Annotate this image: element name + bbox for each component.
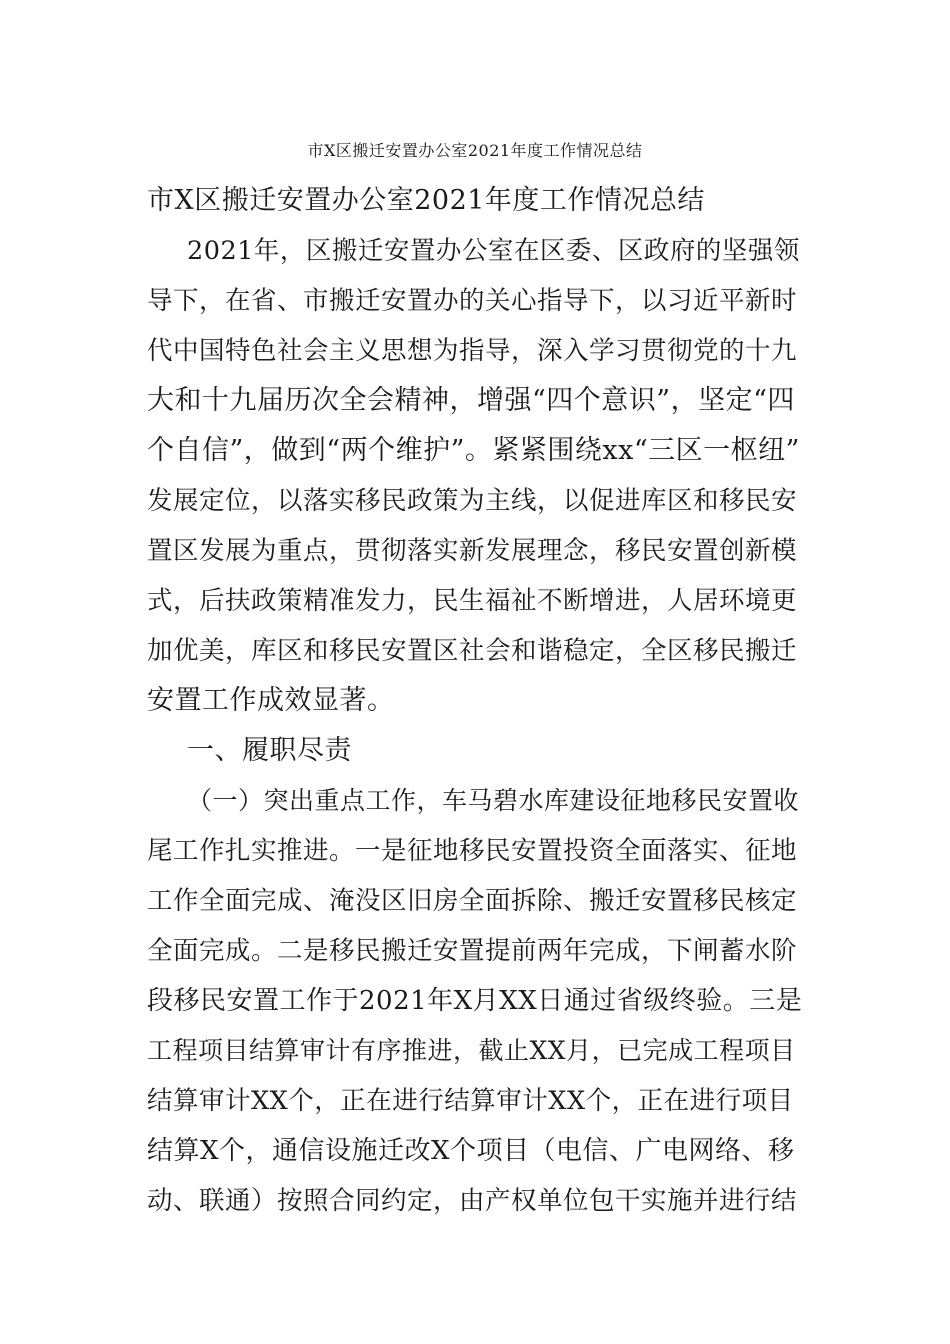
paragraph1-line-9: 加优美，库区和移民安置区社会和谐稳定，全区移民搬迁: [147, 636, 798, 666]
paragraph2-line-9: 动、联通）按照合同约定，由产权单位包干实施并进行结: [147, 1186, 798, 1216]
paragraph1-line-1: 2021年，区搬迁安置办公室在区委、区政府的坚强领: [187, 236, 800, 266]
paragraph1-line-4: 大和十九届历次全会精神，增强“四个意识”，坚定“四: [147, 385, 795, 416]
paragraph2-line-6: 工程项目结算审计有序推进，截止XX月，已完成工程项目: [147, 1036, 796, 1065]
paragraph2-line-7: 结算审计XX个，正在进行结算审计XX个，正在进行项目: [147, 1086, 794, 1116]
paragraph2-line-1: （一）突出重点工作，车马碧水库建设征地移民安置收: [187, 786, 800, 815]
paragraph2-line-3: 工作全面完成、淹没区旧房全面拆除、搬迁安置移民核定: [147, 886, 798, 916]
paragraph1-line-10: 安置工作成效显著。: [147, 685, 395, 716]
paragraph1-line-6: 发展定位，以落实移民政策为主线，以促进库区和移民安: [147, 486, 798, 516]
paragraph2-line-4: 全面完成。二是移民搬迁安置提前两年完成，下闸蓄水阶: [147, 936, 798, 966]
paragraph1-line-2: 导下，在省、市搬迁安置办的关心指导下，以习近平新时: [147, 286, 798, 316]
paragraph1-line-5: 个自信”，做到“两个维护”。紧紧围绕xx“三区一枢纽”: [147, 435, 800, 466]
paragraph2-line-2: 尾工作扎实推进。一是征地移民安置投资全面落实、征地: [147, 836, 798, 866]
paragraph2-line-5: 段移民安置工作于2021年X月XX日通过省级终验。三是: [147, 986, 803, 1016]
paragraph2-line-8: 结算X个，通信设施迁改X个项目（电信、广电网络、移: [147, 1136, 795, 1166]
document-title-centered: 市X区搬迁安置办公室2021年度工作情况总结: [307, 141, 643, 160]
document-title-left: 市X区搬迁安置办公室2021年度工作情况总结: [147, 185, 705, 216]
section-heading-1: 一、履职尽责: [187, 735, 352, 766]
paragraph1-line-3: 代中国特色社会主义思想为指导，深入学习贯彻党的十九: [147, 336, 798, 366]
paragraph1-line-7: 置区发展为重点，贯彻落实新发展理念，移民安置创新模: [147, 536, 798, 566]
paragraph1-line-8: 式，后扶政策精准发力，民生福祉不断增进，人居环境更: [147, 586, 798, 616]
